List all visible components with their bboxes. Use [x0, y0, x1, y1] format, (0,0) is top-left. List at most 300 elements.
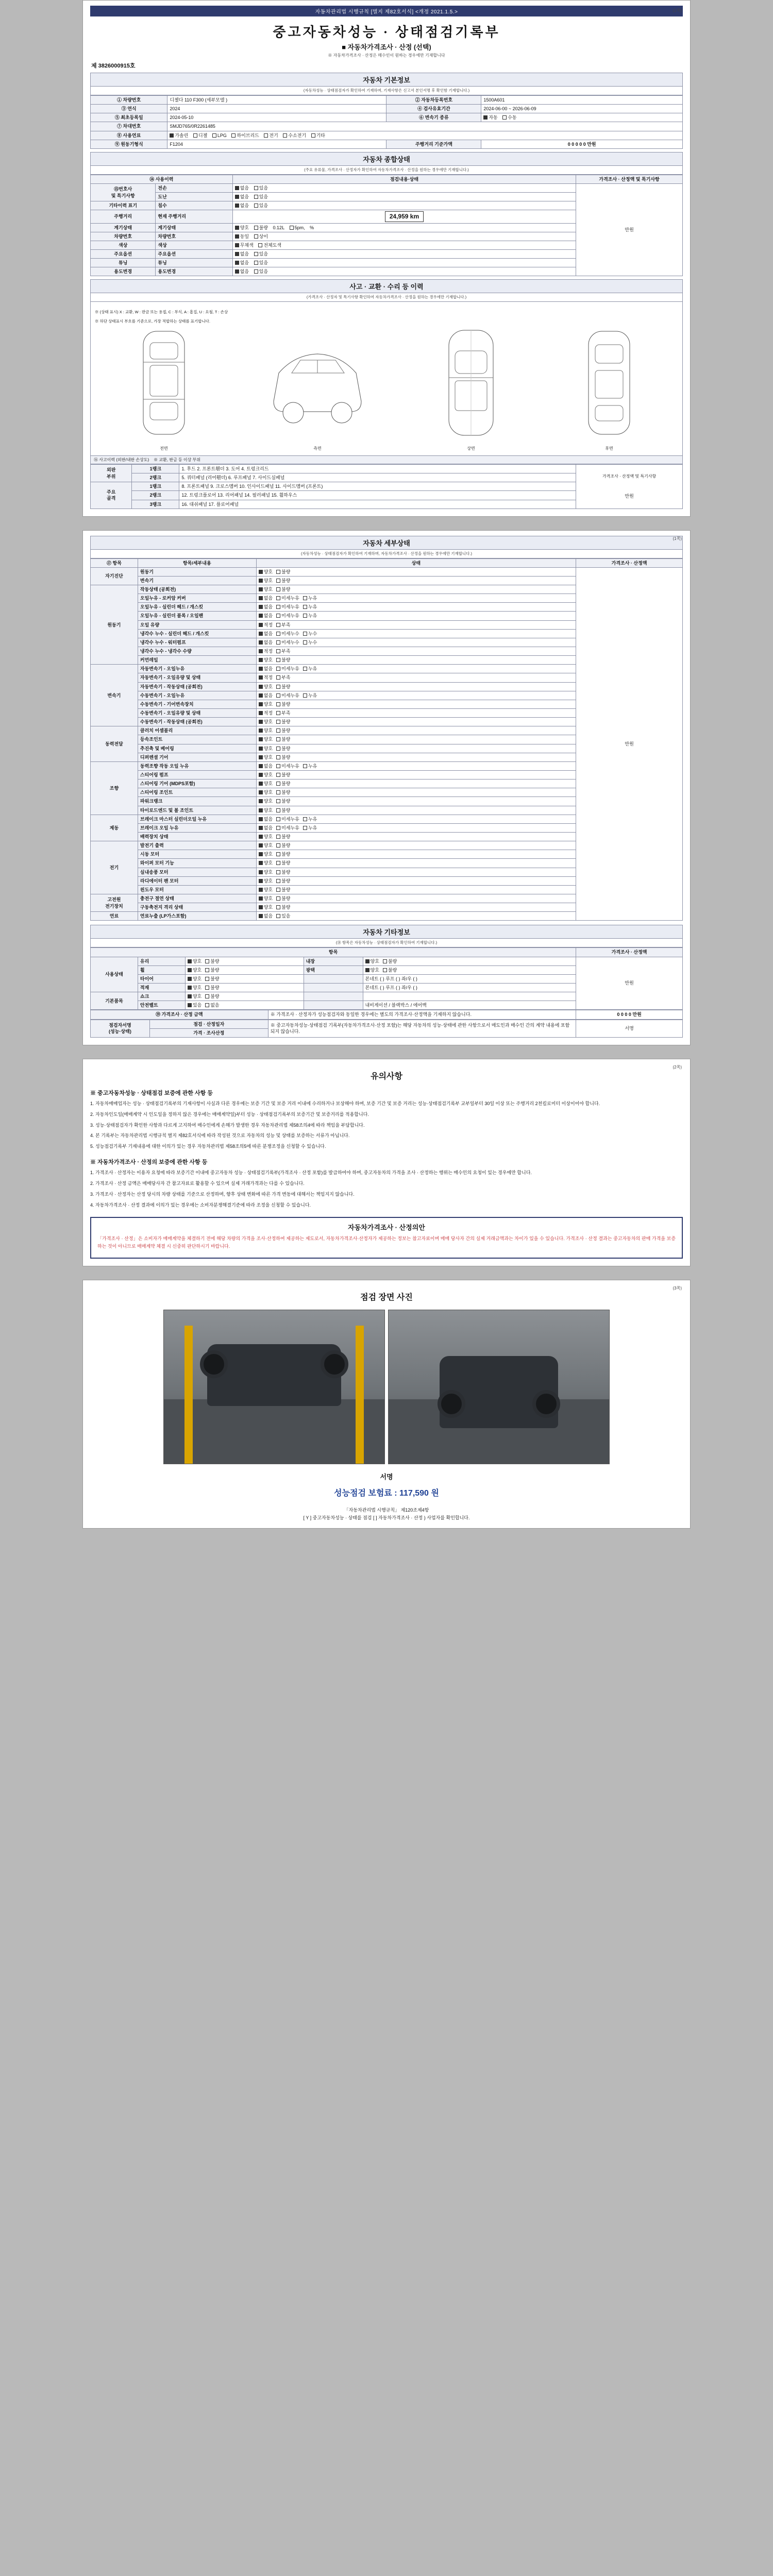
overall-state-cell: [232, 259, 576, 267]
state-option[interactable]: 양호: [259, 807, 273, 814]
state-option[interactable]: 미세누유: [276, 613, 299, 619]
table-row: [91, 183, 683, 192]
state-option[interactable]: 양호: [365, 958, 379, 964]
state-option[interactable]: 불량: [276, 887, 290, 893]
detail-state-cell: [256, 735, 576, 744]
page-corner-note: (1쪽): [673, 536, 682, 541]
detail-state-cell: [256, 709, 576, 718]
table-row: [91, 464, 683, 473]
state-option[interactable]: 불량: [276, 895, 290, 902]
notice-paragraph: 5. 성능점검기록부 기재내용에 대한 이의가 있는 경우 자동차관리법 제58조의5에 따른 분쟁조정을 신청할 수 있습니다.: [90, 1144, 326, 1149]
state-option[interactable]: 누유: [303, 604, 317, 610]
state-option[interactable]: 불량: [276, 754, 290, 760]
state-option[interactable]: 양호: [188, 993, 201, 999]
state-option[interactable]: 양호: [259, 842, 273, 849]
notice-paragraph: 3. 가격조사 · 산정자는 산정 당시의 차량 상태를 기준으로 산정하며, 향후 상태 변화에 따른 가격 변동에 대해서는 책임지지 않습니다.: [90, 1191, 355, 1197]
car-figure-top: [432, 324, 510, 451]
detail-state-cell: [256, 567, 576, 576]
fuel-option-3[interactable]: 하이브리드: [231, 132, 259, 139]
state-option[interactable]: 불량: [276, 701, 290, 707]
total-note: ※ 가격조사 · 산정자가 성능점검자와 동일한 경우에는 별도의 가격조사·산정액을 기재하지 않습니다.: [268, 1010, 576, 1019]
state-option[interactable]: 없음: [259, 816, 273, 822]
state-option[interactable]: 부족: [276, 710, 290, 716]
detail-state-cell: [256, 726, 576, 735]
detail-item-label: 라디에이터 팬 모터: [138, 876, 256, 885]
state-option[interactable]: 양호: [259, 851, 273, 857]
state-option[interactable]: 불량: [276, 860, 290, 866]
mileage-unit: km: [410, 213, 419, 221]
state-option[interactable]: 불량: [276, 736, 290, 742]
overall-sub-label: 현재 주행거리: [156, 210, 232, 223]
state-option[interactable]: %: [310, 225, 314, 230]
overall-sub-label: 전손: [156, 183, 232, 192]
detail-item-label: 연료누출 (LP가스포함): [138, 912, 256, 921]
state-option[interactable]: 없음: [259, 631, 273, 637]
state-option[interactable]: 누유: [303, 816, 317, 822]
state-option[interactable]: 5pm,: [290, 225, 305, 231]
page-4: [82, 1280, 691, 1529]
basic-value: F1204: [167, 140, 386, 148]
detail-state-cell: [256, 894, 576, 903]
detail-state-cell: [256, 903, 576, 912]
detail-item-label: 냉각수 누수 - 워터펌프: [138, 638, 256, 647]
state-option[interactable]: 불량: [276, 781, 290, 787]
state-option[interactable]: 미세누수: [276, 631, 299, 637]
detail-group-label: 조향: [91, 761, 138, 815]
table-row: [91, 105, 683, 113]
photo-wheel: [321, 1350, 348, 1378]
inspection-fee-label: 성능점검 보험료 :: [334, 1489, 397, 1498]
other-body: [91, 957, 683, 1010]
photo-wheel: [438, 1390, 465, 1418]
state-option[interactable]: 없음: [205, 1002, 219, 1008]
state-option[interactable]: 양호: [259, 772, 273, 778]
state-option[interactable]: 불량: [276, 772, 290, 778]
page-2: [82, 530, 691, 1045]
detail-state-cell: [256, 761, 576, 770]
state-option[interactable]: 상이: [254, 233, 268, 240]
state-option[interactable]: 있음: [188, 1002, 201, 1008]
state-option[interactable]: 양호: [259, 895, 273, 902]
accident-price-cell: [576, 464, 683, 509]
state-option[interactable]: 불량: [383, 967, 397, 973]
state-option[interactable]: 불량: [276, 834, 290, 840]
basic-label: ④ 검사유효기간: [386, 105, 481, 113]
detail-item-label: 브레이크 마스터 실린더오일 누유: [138, 815, 256, 823]
photo-wheel: [200, 1350, 228, 1378]
state-option[interactable]: 누유: [303, 825, 317, 831]
basic-value: 1500A601: [481, 96, 683, 105]
car-rear-diagram: [570, 324, 648, 443]
car-front-diagram: [125, 324, 203, 443]
signature-area[interactable]: 서명: [576, 1020, 683, 1037]
fuel-option-0[interactable]: 가솔린: [170, 132, 188, 139]
state-option[interactable]: 있음: [254, 251, 268, 257]
other-item-label-2: 내장: [304, 957, 363, 965]
state-option[interactable]: 미세누유: [276, 604, 299, 610]
state-option[interactable]: 불량: [254, 225, 268, 231]
basic-value: 2024: [167, 105, 386, 113]
detail-item-label: 스티어링 조인트: [138, 788, 256, 797]
state-option[interactable]: 미세누유: [276, 816, 299, 822]
detail-group-label: 동력전달: [91, 726, 138, 762]
state-option[interactable]: 부족: [276, 622, 290, 628]
state-option[interactable]: 불량: [205, 976, 219, 982]
overall-state-cell: [232, 183, 576, 192]
state-option[interactable]: 없음: [235, 185, 249, 191]
state-option[interactable]: 미세누수: [276, 639, 299, 646]
state-option[interactable]: 있음: [254, 268, 268, 275]
accident-rank-label: 3랭크: [132, 500, 179, 509]
accident-bottom-note-text: ※ 교환, 판금 등 이상 부위: [154, 457, 201, 462]
table-row: [91, 122, 683, 131]
form-legal-header: 자동차관리법 시행규칙 [별지 제82호서식] <개정 2021.1.5.>: [90, 6, 683, 16]
fuel-options: [167, 131, 683, 140]
state-option[interactable]: 없음: [235, 202, 249, 209]
state-option[interactable]: 없음: [259, 825, 273, 831]
detail-item-label: 냉각수 누수 - 냉각수 수량: [138, 647, 256, 656]
other-item-state-2: 내비게이션 / 블랙박스 / 에어백: [363, 1001, 576, 1010]
detail-section-title: 자동차 세부상태: [90, 536, 683, 550]
state-option[interactable]: 불량: [276, 878, 290, 884]
detail-header-2: 상태: [256, 558, 576, 567]
detail-item-label: 오일누유 - 실린더 헤드 / 개스킷: [138, 603, 256, 612]
basic-label: ⑥ 변속기 종류: [386, 113, 481, 122]
state-option[interactable]: 양호: [259, 719, 273, 725]
state-option[interactable]: 없음: [259, 692, 273, 699]
state-option[interactable]: 양호: [188, 976, 201, 982]
state-option[interactable]: 양호: [259, 781, 273, 787]
state-option[interactable]: 불량: [276, 904, 290, 910]
page-subtitle-note: ※ 자동차가격조사 · 산정은 매수인이 원하는 경우에만 기재합니다: [328, 53, 445, 58]
state-option[interactable]: 양호: [259, 727, 273, 734]
accident-rank-items: 1. 후드 2. 프론트휀더 3. 도어 4. 트렁크리드: [179, 464, 576, 473]
state-option[interactable]: 없음: [259, 913, 273, 919]
state-option[interactable]: 불량: [276, 719, 290, 725]
other-item-state: [185, 1001, 304, 1010]
state-option[interactable]: 양호: [235, 225, 249, 231]
state-option[interactable]: 누유: [303, 666, 317, 672]
detail-state-cell: [256, 594, 576, 603]
state-option[interactable]: 적정: [259, 648, 273, 654]
detail-item-label: 수동변속기 - 작동상태 (공회전): [138, 718, 256, 726]
state-option[interactable]: 불량: [205, 985, 219, 991]
detail-state-cell: [256, 885, 576, 894]
overall-state-cell: [232, 201, 576, 210]
state-option[interactable]: 누유: [303, 692, 317, 699]
other-item-state-2: [363, 965, 576, 974]
table-row: [91, 175, 683, 183]
state-option[interactable]: 없음: [235, 251, 249, 257]
overall-state-cell: [232, 232, 576, 241]
detail-state-cell: [256, 850, 576, 859]
basic-value: 2024-05-10: [167, 113, 386, 122]
overall-row-label: 차량번호: [91, 232, 156, 241]
detail-group-label: 자기진단: [91, 567, 138, 585]
state-option[interactable]: 양호: [188, 985, 201, 991]
state-option[interactable]: 양호: [259, 701, 273, 707]
state-option[interactable]: 양호: [259, 578, 273, 584]
state-option[interactable]: 부족: [276, 674, 290, 681]
overall-row-label: 계기상태: [91, 223, 156, 232]
state-option[interactable]: 양호: [259, 878, 273, 884]
state-option[interactable]: 불량: [276, 578, 290, 584]
state-option[interactable]: 적정: [259, 622, 273, 628]
state-option[interactable]: 동일: [235, 233, 249, 240]
other-item-label-2: [304, 1001, 363, 1010]
detail-item-label: 변속기: [138, 576, 256, 585]
state-option[interactable]: 양호: [259, 569, 273, 575]
state-option[interactable]: 양호: [259, 904, 273, 910]
transmission-option-manual[interactable]: 수동: [502, 114, 516, 121]
other-group-label: 기본품목: [91, 992, 138, 1010]
overall-sub-label: 도난: [156, 193, 232, 201]
detail-section-note: (자동차성능 · 상태점검자가 확인하여 기재하며, 자동차가격조사 · 산정을 원하는 경우에만 기재합니다.): [90, 550, 683, 558]
other-item-state: [185, 965, 304, 974]
state-option[interactable]: 양호: [259, 736, 273, 742]
notice-paragraph: 2. 자동차인도일(매매계약 시 인도일을 정하지 않은 경우에는 매매계약일)부터 성능 · 상태점검기록부의 보증기간 및 보증거리를 적용합니다.: [90, 1111, 369, 1117]
basic-label: 주행거리 기준가액: [386, 140, 481, 148]
state-option[interactable]: 없음: [235, 260, 249, 266]
overall-header-3: 가격조사 · 산정액 및 특기사항: [576, 175, 683, 183]
state-option[interactable]: 불량: [383, 958, 397, 964]
state-option[interactable]: 누유: [303, 595, 317, 601]
state-option[interactable]: 없음: [259, 763, 273, 769]
state-option[interactable]: 양호: [259, 684, 273, 690]
photo-grid: [90, 1310, 683, 1464]
state-option[interactable]: 있음: [276, 913, 290, 919]
state-option[interactable]: 불량: [205, 993, 219, 999]
car-figure-caption: 측면: [313, 446, 322, 451]
fuel-option-4[interactable]: 전기: [264, 132, 278, 139]
table-row: [91, 948, 683, 957]
detail-state-cell: [256, 585, 576, 594]
detail-state-cell: [256, 629, 576, 638]
state-option[interactable]: 양호: [259, 789, 273, 795]
state-option[interactable]: 없음: [235, 268, 249, 275]
photo-floor: [164, 1399, 384, 1464]
state-option[interactable]: 불량: [276, 842, 290, 849]
state-option[interactable]: 양호: [259, 887, 273, 893]
overall-state-cell: [232, 223, 576, 232]
state-option[interactable]: 0.12L: [273, 225, 285, 230]
fuel-option-2[interactable]: LPG: [212, 132, 227, 139]
state-option[interactable]: 불량: [276, 727, 290, 734]
overall-row-label: 주행거리: [91, 210, 156, 223]
overall-sub-label: 용도변경: [156, 267, 232, 276]
other-item-state: [185, 992, 304, 1001]
overall-row-label: 기타이력 표기: [91, 201, 156, 210]
fuel-option-6[interactable]: 기타: [311, 132, 325, 139]
overall-sub-label: 색상: [156, 241, 232, 249]
overall-section-note: (주요 유류물, 가격조사 · 산정자가 확인하여 자동차가격조사 · 산정을 원하는 경우에만 기재합니다.): [90, 166, 683, 175]
notice-paragraph: 1. 가격조사 · 산정자는 이용자 요청에 따라 보증기간 이내에 중고자동차 성능 · 상태점검기록부(가격조사 · 산정 포함)를 발급하여야 하며, 중고자동차의 가격을 조사 · 산정하는 행위는 매수인의 요청이 있는 경우에만 합니다.: [90, 1170, 532, 1176]
other-header-price: 가격조사 · 산정액: [576, 948, 683, 957]
detail-item-label: 구동축전지 격리 상태: [138, 903, 256, 912]
signature-table: [90, 1020, 683, 1038]
car-figure-rear: [570, 324, 648, 451]
state-option[interactable]: 없음: [259, 666, 273, 672]
state-option[interactable]: 양호: [259, 745, 273, 752]
diagram-legend-2: ※ 하단 상태표시 부호를 기준으로, 가장 적합하는 상태를 표기합니다.: [95, 318, 210, 324]
notice-paragraph: 4. 본 기록부는 자동차관리법 시행규칙 별지 제82호서식에 따라 작성된 것으로 자동차의 성능 및 상태를 보증하는 서류가 아닙니다.: [90, 1133, 350, 1139]
other-item-label: 휠: [138, 965, 185, 974]
detail-item-label: 시동 모터: [138, 850, 256, 859]
state-option[interactable]: 없음: [259, 604, 273, 610]
basic-label: ⑧ 사용연료: [91, 131, 167, 140]
basic-label: ② 자동차등록번호: [386, 96, 481, 105]
accident-bottom-label-text: ⑯ 사고이력 (외판/내판 손상도): [94, 457, 149, 462]
other-item-label-2: [304, 983, 363, 992]
state-option[interactable]: 불량: [276, 807, 290, 814]
detail-state-cell: [256, 771, 576, 779]
detail-item-label: 디퍼렌셜 기어: [138, 753, 256, 761]
overall-sub-label: 계기상태: [156, 223, 232, 232]
basic-section-title: 자동차 기본정보: [90, 73, 683, 87]
other-item-state-2: 본네트 ( ) 루프 ( ) 좌/우 ( ): [363, 974, 576, 983]
accident-rank-table: [90, 464, 683, 509]
state-option[interactable]: 불량: [205, 967, 219, 973]
detail-state-cell: [256, 788, 576, 797]
notice-title: 유의사항: [371, 1072, 402, 1081]
state-option[interactable]: 미세누유: [276, 692, 299, 699]
detail-group-label: 제동: [91, 815, 138, 841]
state-option[interactable]: 미세누유: [276, 825, 299, 831]
other-table: [90, 947, 683, 1010]
state-option[interactable]: 불량: [205, 958, 219, 964]
state-option[interactable]: 누수: [303, 631, 317, 637]
other-item-state: [185, 957, 304, 965]
state-option[interactable]: 양호: [188, 958, 201, 964]
detail-state-cell: [256, 620, 576, 629]
state-option[interactable]: 불량: [276, 869, 290, 875]
detail-header-0: ⑰ 항목: [91, 558, 138, 567]
state-option[interactable]: 있음: [254, 185, 268, 191]
state-option[interactable]: 불량: [276, 789, 290, 795]
state-option[interactable]: 불량: [276, 684, 290, 690]
detail-state-cell: [256, 673, 576, 682]
detail-body: [91, 567, 683, 921]
state-option[interactable]: 불량: [276, 745, 290, 752]
state-option[interactable]: 없음: [259, 613, 273, 619]
accident-rank-items: 8. 프론트패널 9. 크로스멤버 10. 인사이드패널 11. 사이드멤버 (프론트): [179, 482, 576, 491]
inspection-fee-value: 117,590 원: [399, 1489, 439, 1498]
state-option[interactable]: 불량: [276, 569, 290, 575]
detail-state-cell: [256, 753, 576, 761]
state-option[interactable]: 있음: [254, 194, 268, 200]
state-option[interactable]: 양호: [259, 586, 273, 592]
detail-group-label: 연료: [91, 912, 138, 921]
state-option[interactable]: 양호: [259, 869, 273, 875]
car-figure-caption: 후면: [605, 446, 613, 451]
state-option[interactable]: 불량: [276, 851, 290, 857]
state-option[interactable]: 양호: [259, 860, 273, 866]
state-option[interactable]: 양호: [259, 754, 273, 760]
detail-item-label: 작동상태 (공회전): [138, 585, 256, 594]
footer-legal-1: 「자동차관리법 시행규칙」 제120조제4항: [344, 1507, 429, 1513]
detail-item-label: 추진축 및 베어링: [138, 744, 256, 753]
state-option[interactable]: 불량: [276, 657, 290, 663]
state-option[interactable]: 양호: [259, 834, 273, 840]
signature-left-label: 점검 · 산정일자: [149, 1020, 268, 1028]
overall-header-0: ⑭ 사용이력: [91, 175, 233, 183]
state-option[interactable]: 불량: [276, 798, 290, 804]
transmission-option-auto[interactable]: 자동: [483, 114, 497, 121]
state-option[interactable]: 양호: [188, 967, 201, 973]
detail-item-label: 수동변속기 - 오일유량 및 상태: [138, 709, 256, 718]
accident-price-header: 가격조사 · 산정액 및 특기사항: [602, 473, 657, 479]
footer-legal-2: [ Y ] 중고자동차성능 · 상태를 점검 [ ] 자동차가격조사 · 산정 ) 사업자를 확인합니다.: [303, 1515, 470, 1521]
state-option[interactable]: 누유: [303, 763, 317, 769]
accident-bottom-label: [90, 456, 683, 464]
state-option[interactable]: 양호: [259, 657, 273, 663]
state-option[interactable]: 적정: [259, 710, 273, 716]
other-header: 항목: [91, 948, 576, 957]
state-option[interactable]: 있음: [254, 260, 268, 266]
state-option[interactable]: 누수: [303, 639, 317, 646]
notice-heading-1: ※ 중고자동차성능 · 상태점검 보증에 관한 사항 등: [90, 1090, 213, 1096]
accident-price-value: 만원: [625, 493, 634, 499]
overall-sub-label: 주요옵션: [156, 250, 232, 259]
fuel-option-5[interactable]: 수소전기: [283, 132, 306, 139]
page-3: [82, 1059, 691, 1266]
state-option[interactable]: 무채색: [235, 242, 254, 248]
state-option[interactable]: 미세누유: [276, 595, 299, 601]
overall-state-cell: [232, 250, 576, 259]
state-option[interactable]: 미세누유: [276, 666, 299, 672]
detail-item-label: 스티어링 기어 (MDPS포함): [138, 779, 256, 788]
table-row: [91, 96, 683, 105]
state-option[interactable]: 전체도색: [258, 242, 281, 248]
state-option[interactable]: 없음: [259, 639, 273, 646]
state-option[interactable]: 없음: [259, 595, 273, 601]
other-item-label: 안전벨트: [138, 1001, 185, 1010]
table-row: [91, 131, 683, 140]
detail-state-cell: [256, 603, 576, 612]
other-price-cell: 만원: [576, 957, 683, 1010]
detail-item-label: 브레이크 오일 누유: [138, 823, 256, 832]
detail-price-cell: 만원: [576, 567, 683, 921]
page-subtitle: ■ 자동차가격조사 · 산정 (선택): [342, 43, 431, 51]
mileage-base-value: 0 0 0 0 0 만원: [481, 140, 683, 148]
accident-rank-items: 5. 쿼터패널 (리어휀더) 6. 루프패널 7. 사이드실패널: [179, 473, 576, 482]
overall-row-label: 주요옵션: [91, 250, 156, 259]
detail-state-cell: [256, 656, 576, 665]
warning-body: 「가격조사 · 산정」은 소비자가 매매계약을 체결하기 전에 해당 차량의 가격을 조사·산정하여 제공하는 제도로서, 자동차가격조사·산정자가 제공하는 정보는 참고자료이며 매매 당사자 간의 실제 거래금액과는 차이가 있을 수 있습니다. 가격조사 · 산정 결과는 중고자동차의 판매 가격을 보증하는 것이 아니므로 매매계약 체결 시 신중히 판단하시기 바랍니다.: [97, 1236, 676, 1249]
state-option[interactable]: 불량: [276, 586, 290, 592]
state-option[interactable]: 적정: [259, 674, 273, 681]
signature-caution: ※ 중고자동차성능·상태점검 기록부(자동차가격조사·산정 포함)는 해당 자동차의 성능·상태에 관한 사항으로서 매도인과 매수인 간의 계약 내용에 포함되지 않습니다.: [268, 1020, 576, 1037]
detail-item-label: 파워크랭크: [138, 797, 256, 806]
state-option[interactable]: 양호: [259, 798, 273, 804]
fuel-option-1[interactable]: 디젤: [193, 132, 207, 139]
detail-item-label: 발전기 출력: [138, 841, 256, 850]
detail-state-cell: [256, 691, 576, 700]
photo-wheel: [532, 1390, 560, 1418]
state-option[interactable]: 미세누유: [276, 763, 299, 769]
state-option[interactable]: 부족: [276, 648, 290, 654]
detail-item-label: 커먼레일: [138, 656, 256, 665]
other-item-label: 적재: [138, 983, 185, 992]
table-row: [91, 558, 683, 567]
state-option[interactable]: 양호: [365, 967, 379, 973]
other-section-title: 자동차 기타정보: [90, 925, 683, 939]
detail-state-cell: [256, 647, 576, 656]
state-option[interactable]: 누유: [303, 613, 317, 619]
state-option[interactable]: 없음: [235, 194, 249, 200]
photo-vehicle: [207, 1344, 341, 1406]
state-option[interactable]: 있음: [254, 202, 268, 209]
